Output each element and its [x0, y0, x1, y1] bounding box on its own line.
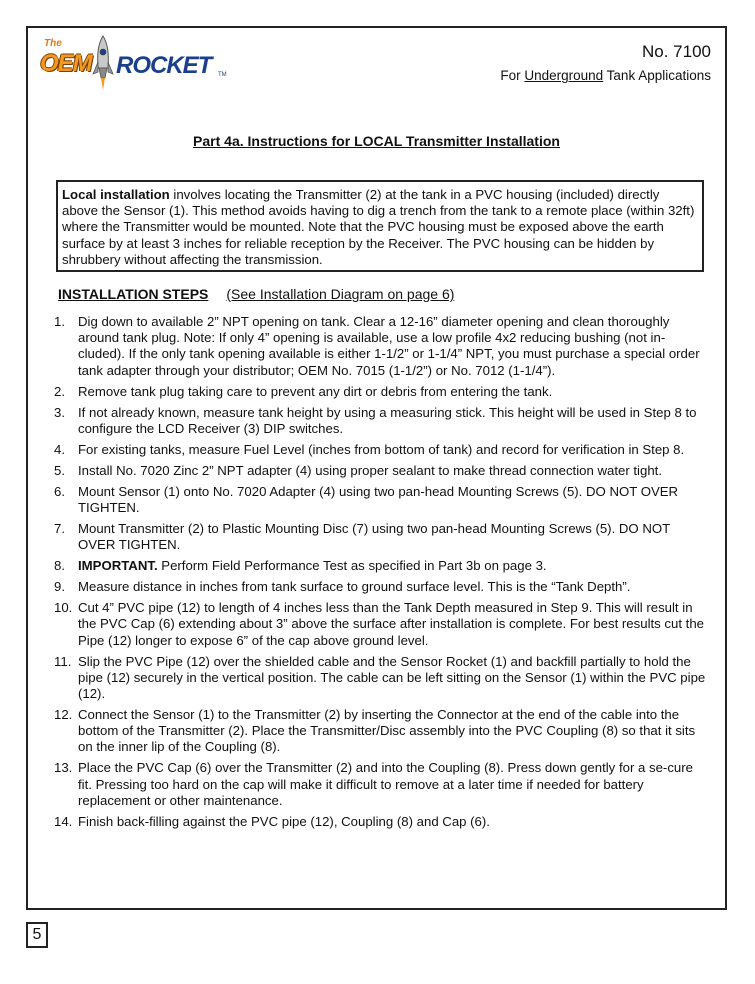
rocket-icon — [92, 34, 114, 92]
logo-rocket-text: ROCKET — [116, 52, 212, 79]
subtitle-underlined-word: Underground — [524, 68, 604, 83]
intro-box — [56, 180, 704, 272]
logo-oem-text: OEM — [40, 50, 92, 77]
list-item: 3. If not already known, measure tank height by using a measuring stick. This height will be used in Step 8 to configure the LCD Receiver (3) DIP switches. — [54, 404, 697, 436]
list-item: 7. Mount Transmitter (2) to Plastic Mounting Disc (7) using two pan-head Mounting Screws (5). DO NOT OVER TIGHTEN. — [54, 521, 670, 553]
list-item: 2. Remove tank plug taking care to prevent any dirt or debris from entering the tank. — [54, 383, 553, 399]
list-item: 12. Connect the Sensor (1) to the Transmitter (2) by inserting the Connector at the end of the cable into the bottom of the Transmitter (2). Place the Transmitter/Disc assembly into the PVC Coupling (8) so that it sits on the inner lip of the Coupling (8). — [54, 707, 696, 755]
document-number: No. 7100 — [642, 42, 711, 61]
list-item: 8. IMPORTANT. Perform Field Performance Test as specified in Part 3b on page 3. — [54, 558, 547, 574]
list-item: 11. Slip the PVC Pipe (12) over the shielded cable and the Sensor Rocket (1) and backfill partially to hold the pipe (12) securely in the vertical position. The cable can be left sitting on the Sensor (1) within the PVC pipe (12). — [54, 653, 706, 702]
logo-trademark: TM — [218, 72, 227, 78]
installation-steps-list — [50, 314, 710, 835]
intro-text: involves locating the Transmitter (2) at the tank in a PVC housing (included) directly above the Sensor (1). This method avoids having to dig a trench from the tank to a remote place (within 32ft) where the Transmitter would be mounted. Note that the PVC housing must be exposed above the earth surface by at least 3 inches for reliable reception by the Receiver. The PVC housing can be hidden by shrubbery without affecting the transmission. — [62, 187, 695, 267]
list-item: 5. Install No. 7020 Zinc 2” NPT adapter (4) using proper sealant to make thread connection water tight. — [54, 462, 662, 478]
logo-the-text: The — [44, 38, 62, 49]
part-title: Part 4a. Instructions for LOCAL Transmitter Installation — [193, 133, 560, 149]
page-number: 5 — [26, 922, 48, 948]
list-item: 6. Mount Sensor (1) onto No. 7020 Adapter (4) using two pan-head Mounting Screws (5). DO NOT OVER TIGHTEN. — [54, 483, 679, 516]
steps-reference: (See Installation Diagram on page 6) — [226, 286, 455, 302]
list-item: 9. Measure distance in inches from tank surface to ground surface level. This is the “Tank Depth”. — [54, 579, 631, 595]
important-label: IMPORTANT. — [78, 558, 158, 574]
document-subtitle: For Underground Tank Applications — [500, 68, 711, 83]
list-item: 13. Place the PVC Cap (6) over the Transmitter (2) and into the Coupling (8). Press down gently for a se-cure fit. Pressing too hard on the cap will make it difficult to remove at a later time if needed for battery replacement or other maintenance. — [54, 760, 693, 808]
list-item: 4. For existing tanks, measure Fuel Level (inches from bottom of tank) and record for verification in Step 8. — [54, 441, 685, 457]
list-item: 10. Cut 4” PVC pipe (12) to length of 4 inches less than the Tank Depth measured in Step 9. This will result in the PVC Cap (6) extending about 3” above the surface after installation is complete. For best results cut the Pipe (12) longer to expose 6” of the cap above ground level. — [54, 600, 705, 648]
oem-rocket-logo — [38, 38, 228, 94]
page-frame — [26, 26, 727, 910]
intro-bold-lead: Local installation — [62, 187, 170, 202]
list-item: 14. Finish back-filling against the PVC pipe (12), Coupling (8) and Cap (6). — [54, 813, 490, 829]
installation-steps-heading — [58, 286, 454, 302]
steps-title: INSTALLATION STEPS — [58, 286, 209, 302]
list-item: 1. Dig down to available 2” NPT opening on tank. Clear a 12-16” diameter opening and clean thoroughly around tank plug. Note: If only 4” opening is available, use a low profile 4x2 reducing bushing (not in-cluded). If the only tank opening available is either 1-1/2” or 1-1/4” NPT, you must purchase a special order tank adapter through your distributor; OEM No. 7015 (1-1/2”) or No. 7012 (1-1/4”). — [54, 314, 700, 378]
